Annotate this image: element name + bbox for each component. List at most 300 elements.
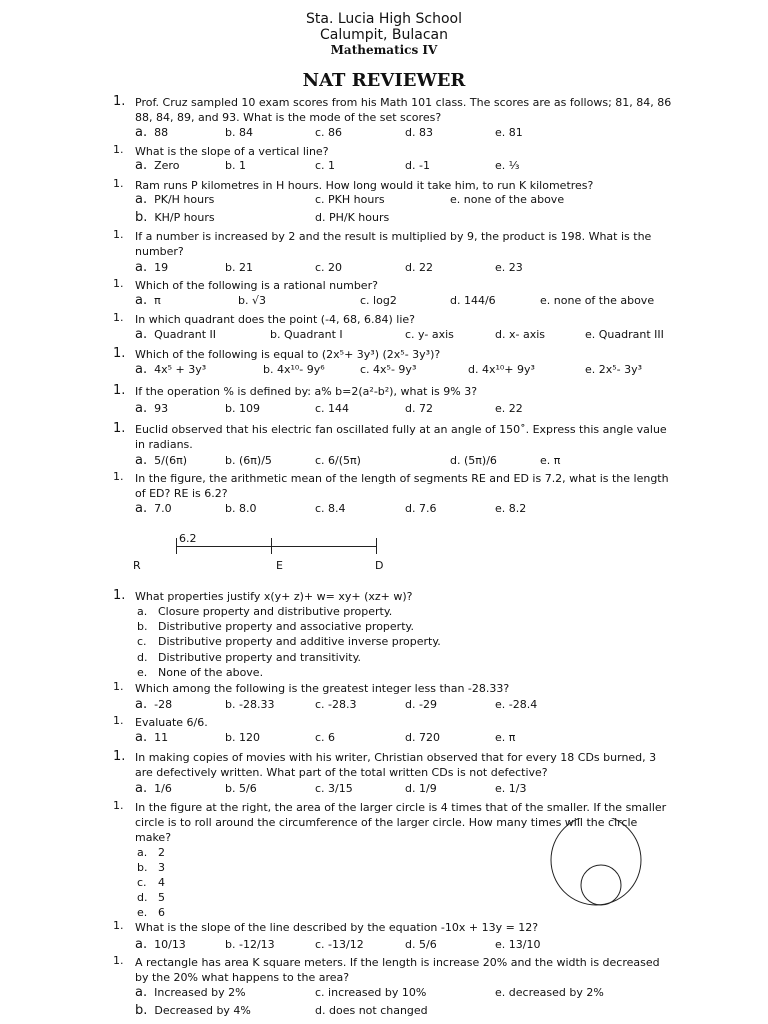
option-text: 21 xyxy=(238,261,253,274)
answer-option xyxy=(405,730,440,746)
question-text: If a number is increased by 2 and the result is multiplied by 9, the product is 198. What is the number? xyxy=(135,230,652,258)
option-text: 4x¹⁰+ 9y³ xyxy=(481,363,535,376)
option-letter: d. xyxy=(405,731,416,744)
answer-option xyxy=(315,260,342,276)
option-text: 1 xyxy=(238,159,246,172)
option-letter: e. xyxy=(450,193,461,206)
answer-option xyxy=(135,327,216,343)
option-text: log2 xyxy=(373,294,397,307)
option-letter: e. xyxy=(137,665,148,679)
answer-option xyxy=(135,293,161,309)
answer-option xyxy=(495,158,519,174)
question-text: A rectangle has area K square meters. If the length is increase 20% and the width is decreased by the 20% what happens to the area? xyxy=(135,956,660,984)
option-letter: e. xyxy=(495,782,506,795)
option-letter: b. xyxy=(225,782,236,795)
option-text: Distributive property and additive inverse property. xyxy=(158,635,441,649)
option-letter: b. xyxy=(135,1003,148,1018)
option-letter: a. xyxy=(135,501,148,516)
answer-option xyxy=(495,125,523,141)
answer-option xyxy=(137,634,441,649)
answer-option xyxy=(315,501,346,517)
answer-option xyxy=(263,362,325,378)
option-text: -13/12 xyxy=(328,938,364,951)
option-letter: a. xyxy=(135,158,148,173)
option-letter: e. xyxy=(495,159,506,172)
option-text: π xyxy=(508,731,516,744)
option-text: 4x¹⁰- 9y⁶ xyxy=(276,363,325,376)
question-number: 1. xyxy=(113,311,124,324)
question-number: 1. xyxy=(113,919,124,932)
option-letter: c. xyxy=(360,294,370,307)
option-letter: b. xyxy=(225,126,236,139)
option-letter: d. xyxy=(315,1004,326,1017)
answer-option xyxy=(135,730,168,746)
answer-option xyxy=(135,362,206,378)
option-text: 5 xyxy=(158,891,165,905)
option-letter: a. xyxy=(135,453,148,468)
question-text: Which of the following is a rational number? xyxy=(135,279,378,292)
answer-option xyxy=(540,293,654,309)
answer-option xyxy=(137,665,263,680)
option-text: 1/9 xyxy=(418,782,437,795)
option-letter: a. xyxy=(137,846,148,859)
length-label: 6.2 xyxy=(179,532,197,545)
option-letter: b. xyxy=(135,210,148,225)
option-letter: b. xyxy=(270,328,281,341)
option-text: decreased by 2% xyxy=(508,986,604,999)
answer-option xyxy=(135,260,168,276)
option-letter: c. xyxy=(315,502,325,515)
answer-option xyxy=(137,875,165,890)
question-text: In the figure, the arithmetic mean of the length of segments RE and ED is 7.2, what is the length of ED? RE is 6.2? xyxy=(135,472,669,500)
option-text: 1/6 xyxy=(154,782,172,795)
school-name: Sta. Lucia High School xyxy=(305,11,462,27)
option-text: 5/(6π) xyxy=(154,454,188,467)
answer-option xyxy=(405,260,433,276)
option-letter: a. xyxy=(135,730,148,745)
answer-option xyxy=(405,937,437,953)
option-text: -28.3 xyxy=(328,698,357,711)
option-text: 13/10 xyxy=(508,938,541,951)
option-text: 88 xyxy=(154,126,169,139)
option-letter: d. xyxy=(405,938,416,951)
option-text: -12/13 xyxy=(238,938,275,951)
option-letter: d. xyxy=(450,294,461,307)
option-letter: e. xyxy=(495,126,506,139)
option-text: 5/6 xyxy=(418,938,437,951)
answer-option xyxy=(137,845,165,860)
tick-d xyxy=(376,538,377,554)
option-text: x- axis xyxy=(508,328,545,341)
option-text: Closure property and distributive property. xyxy=(158,605,393,618)
answer-option xyxy=(135,937,186,953)
answer-option xyxy=(315,401,349,417)
segment-figure xyxy=(0,530,768,575)
answer-option xyxy=(315,937,364,953)
question-text: Euclid observed that his electric fan oscillated fully at an angle of 150˚. Express this angle value in radians. xyxy=(135,423,667,451)
option-text: none of the above xyxy=(553,294,655,307)
answer-option xyxy=(405,125,433,141)
option-letter: b. xyxy=(238,294,249,307)
option-letter: a. xyxy=(135,985,148,1000)
answer-option xyxy=(495,401,523,417)
option-letter: e. xyxy=(137,906,148,920)
point-d-label: D xyxy=(375,559,384,572)
option-text: 4 xyxy=(158,876,165,890)
option-text: 11 xyxy=(154,731,169,744)
option-text: 8.0 xyxy=(238,502,257,515)
option-text: (6π)/5 xyxy=(238,454,272,467)
option-letter: d. xyxy=(405,782,416,795)
answer-option xyxy=(135,985,246,1001)
option-text: PKH hours xyxy=(328,193,385,206)
question-number: 1. xyxy=(113,94,126,109)
question-text: Which of the following is equal to (2x⁵+ 3y³) (2x⁵- 3y³)? xyxy=(135,348,441,361)
answer-option xyxy=(225,697,274,713)
option-letter: e. xyxy=(540,454,551,467)
option-text: 8.4 xyxy=(328,502,346,515)
question-number: 1. xyxy=(113,143,124,156)
answer-option xyxy=(135,125,168,141)
question-text: In making copies of movies with his writer, Christian observed that for every 18 CDs burned, 3 are defectively written. What part of the total written CDs is not defective? xyxy=(135,751,657,779)
option-letter: d. xyxy=(405,261,416,274)
answer-option xyxy=(315,210,389,226)
larger-circle xyxy=(551,818,641,905)
answer-option xyxy=(360,293,397,309)
option-letter: d. xyxy=(315,211,326,224)
answer-option xyxy=(360,362,416,378)
answer-option xyxy=(137,860,165,875)
option-letter: d. xyxy=(405,698,416,711)
option-text: 2 xyxy=(158,846,165,859)
question-text: What is the slope of the line described by the equation -10x + 13y = 12? xyxy=(135,921,539,934)
option-text: (5π)/6 xyxy=(463,454,497,467)
option-letter: a. xyxy=(135,697,148,712)
option-letter: c. xyxy=(315,698,325,711)
question-number: 1. xyxy=(113,714,124,727)
answer-option xyxy=(405,501,436,517)
answer-option xyxy=(495,781,526,797)
option-text: PK/H hours xyxy=(154,193,215,206)
answer-option xyxy=(315,985,426,1001)
option-letter: d. xyxy=(405,402,416,415)
tick-r xyxy=(176,538,177,554)
option-text: 93 xyxy=(154,402,169,415)
question-text: Ram runs P kilometres in H hours. How long would it take him, to run K kilometres? xyxy=(135,179,594,192)
option-text: 8.2 xyxy=(508,502,527,515)
answer-option xyxy=(137,905,165,920)
option-text: 4x⁵ + 3y³ xyxy=(154,363,207,376)
answer-option xyxy=(315,697,357,713)
answer-option xyxy=(225,260,253,276)
option-text: 7.0 xyxy=(154,502,172,515)
answer-option xyxy=(495,327,545,343)
option-letter: c. xyxy=(315,126,325,139)
option-letter: a. xyxy=(137,605,148,618)
option-text: 144 xyxy=(328,402,350,415)
answer-option xyxy=(495,985,604,1001)
option-text: π xyxy=(154,294,161,307)
option-text: 3/15 xyxy=(328,782,353,795)
question-text: If the operation % is defined by: a% b=2(a²-b²), what is 9% 3? xyxy=(135,385,478,398)
answer-option xyxy=(495,730,515,746)
option-text: 22 xyxy=(508,402,523,415)
option-letter: b. xyxy=(225,938,236,951)
question-number: 1. xyxy=(113,177,124,190)
option-text: √3 xyxy=(251,294,266,307)
answer-option xyxy=(225,937,275,953)
option-text: π xyxy=(553,454,561,467)
option-letter: e. xyxy=(540,294,551,307)
option-letter: b. xyxy=(225,698,236,711)
option-letter: c. xyxy=(137,635,147,649)
answer-option xyxy=(137,619,414,634)
option-text: 20 xyxy=(328,261,343,274)
option-letter: d. xyxy=(405,502,416,515)
option-letter: a. xyxy=(135,293,148,308)
option-letter: a. xyxy=(135,125,148,140)
answer-option xyxy=(135,1003,251,1019)
option-letter: c. xyxy=(360,363,370,376)
option-text: 6 xyxy=(328,731,336,744)
question-number: 1. xyxy=(113,277,124,290)
option-text: 86 xyxy=(328,126,343,139)
option-text: -28.33 xyxy=(238,698,275,711)
option-letter: e. xyxy=(495,261,506,274)
option-text: none of the above xyxy=(463,193,565,206)
option-text: Increased by 2% xyxy=(154,986,246,999)
option-text: Distributive property and associative property. xyxy=(158,620,414,634)
answer-option xyxy=(450,453,497,469)
option-text: 5/6 xyxy=(238,782,257,795)
question-number: 1. xyxy=(113,383,126,398)
option-text: Decreased by 4% xyxy=(154,1004,251,1017)
option-text: 19 xyxy=(154,261,169,274)
question-number: 1. xyxy=(113,799,124,812)
answer-option xyxy=(495,937,540,953)
question-number: 1. xyxy=(113,680,124,693)
answer-option xyxy=(315,781,353,797)
option-text: 120 xyxy=(238,731,260,744)
option-text: -29 xyxy=(418,698,437,711)
answer-option xyxy=(225,453,272,469)
option-letter: b. xyxy=(225,502,236,515)
option-text: 72 xyxy=(418,402,433,415)
option-text: None of the above. xyxy=(158,665,264,679)
answer-option xyxy=(585,362,642,378)
option-letter: e. xyxy=(585,328,596,341)
option-letter: c. xyxy=(315,938,325,951)
option-letter: d. xyxy=(450,454,461,467)
option-letter: b. xyxy=(225,402,236,415)
question-text: What properties justify x(y+ z)+ w= xy+ (xz+ w)? xyxy=(135,590,413,603)
option-letter: a. xyxy=(135,781,148,796)
answer-option xyxy=(540,453,560,469)
answer-option xyxy=(137,604,392,619)
option-letter: d. xyxy=(137,650,148,664)
option-letter: b. xyxy=(225,261,236,274)
option-letter: d. xyxy=(495,328,506,341)
option-text: 81 xyxy=(508,126,523,139)
option-letter: a. xyxy=(135,327,148,342)
option-letter: c. xyxy=(315,782,325,795)
answer-option xyxy=(315,192,385,208)
question-number: 1. xyxy=(113,228,124,241)
option-letter: b. xyxy=(225,731,236,744)
option-letter: e. xyxy=(495,938,506,951)
option-letter: d. xyxy=(137,891,148,905)
option-letter: d. xyxy=(405,159,416,172)
option-text: 6 xyxy=(158,906,165,920)
option-text: 1/3 xyxy=(508,782,527,795)
answer-option xyxy=(315,453,361,469)
answer-option xyxy=(450,192,564,208)
option-text: 84 xyxy=(238,126,253,139)
answer-option xyxy=(135,453,187,469)
option-text: ⅓ xyxy=(508,159,520,172)
answer-option xyxy=(225,401,260,417)
answer-option xyxy=(495,697,537,713)
option-text: Quadrant II xyxy=(154,328,216,341)
option-letter: a. xyxy=(135,192,148,207)
option-letter: d. xyxy=(468,363,479,376)
answer-option xyxy=(315,1003,428,1019)
answer-option xyxy=(137,890,165,905)
option-text: 144/6 xyxy=(463,294,496,307)
option-letter: e. xyxy=(495,502,506,515)
option-text: Distributive property and transitivity. xyxy=(158,650,362,664)
option-letter: b. xyxy=(137,620,148,634)
option-text: 720 xyxy=(418,731,440,744)
tick-e xyxy=(271,538,272,554)
option-letter: c. xyxy=(315,193,325,206)
option-text: Zero xyxy=(154,159,180,172)
answer-option xyxy=(225,158,246,174)
option-text: Quadrant III xyxy=(598,328,664,341)
option-letter: b. xyxy=(263,363,274,376)
question-number: 1. xyxy=(113,749,126,764)
school-location: Calumpit, Bulacan xyxy=(319,27,449,43)
option-letter: c. xyxy=(315,402,325,415)
question-text: In which quadrant does the point (-4, 68, 6.84) lie? xyxy=(135,313,416,326)
option-letter: c. xyxy=(137,876,147,890)
option-letter: a. xyxy=(135,937,148,952)
option-text: 10/13 xyxy=(154,938,186,951)
answer-option xyxy=(450,293,496,309)
option-text: does not changed xyxy=(328,1004,428,1017)
answer-option xyxy=(405,401,433,417)
question-text: Prof. Cruz sampled 10 exam scores from his Math 101 class. The scores are as follows; 81, 84, 86 88, 84, 89, and 93. What is the mode of the set scores? xyxy=(135,96,672,124)
answer-option xyxy=(270,327,343,343)
option-letter: e. xyxy=(585,363,596,376)
option-text: 22 xyxy=(418,261,433,274)
option-text: PH/K hours xyxy=(328,211,390,224)
answer-option xyxy=(135,781,172,797)
option-text: KH/P hours xyxy=(154,211,215,224)
answer-option xyxy=(405,327,454,343)
option-letter: e. xyxy=(495,731,506,744)
option-letter: e. xyxy=(495,402,506,415)
option-letter: c. xyxy=(315,261,325,274)
question-number: 1. xyxy=(113,954,124,967)
option-text: 109 xyxy=(238,402,260,415)
answer-option xyxy=(225,501,256,517)
option-letter: b. xyxy=(225,159,236,172)
option-text: 1 xyxy=(328,159,336,172)
option-letter: c. xyxy=(315,454,325,467)
answer-option xyxy=(495,260,523,276)
answer-option xyxy=(225,125,253,141)
answer-option xyxy=(315,730,335,746)
circles-figure xyxy=(548,818,644,912)
answer-option xyxy=(225,781,257,797)
answer-option xyxy=(135,401,168,417)
point-e-label: E xyxy=(276,559,283,572)
option-text: -1 xyxy=(418,159,430,172)
answer-option xyxy=(135,192,214,208)
answer-option xyxy=(495,501,526,517)
option-text: 83 xyxy=(418,126,433,139)
option-text: 6/(5π) xyxy=(328,454,361,467)
option-text: y- axis xyxy=(418,328,454,341)
question-text: What is the slope of a vertical line? xyxy=(135,145,329,158)
option-letter: e. xyxy=(495,986,506,999)
option-letter: c. xyxy=(315,159,325,172)
option-letter: a. xyxy=(135,362,148,377)
option-letter: c. xyxy=(405,328,415,341)
answer-option xyxy=(405,781,437,797)
option-text: Quadrant I xyxy=(283,328,343,341)
option-letter: e. xyxy=(495,698,506,711)
answer-option xyxy=(137,650,361,665)
option-letter: b. xyxy=(225,454,236,467)
answer-option xyxy=(225,730,260,746)
point-r-label: R xyxy=(133,559,141,572)
answer-option xyxy=(238,293,266,309)
option-letter: c. xyxy=(315,731,325,744)
option-text: 7.6 xyxy=(418,502,437,515)
page-title: NAT REVIEWER xyxy=(302,70,466,91)
question-text: In the figure at the right, the area of the larger circle is 4 times that of the smaller. If the smaller circle is to roll around the circumference of the larger circle. How many times will the circle make? xyxy=(135,801,667,844)
option-letter: a. xyxy=(135,401,148,416)
option-letter: b. xyxy=(137,861,148,875)
option-text: -28.4 xyxy=(508,698,538,711)
answer-option xyxy=(405,697,437,713)
option-text: 23 xyxy=(508,261,523,274)
question-text: Which among the following is the greatest integer less than -28.33? xyxy=(135,682,510,695)
question-number: 1. xyxy=(113,470,124,483)
answer-option xyxy=(405,158,430,174)
option-letter: a. xyxy=(135,260,148,275)
question-number: 1. xyxy=(113,588,126,603)
question-text: Evaluate 6/6. xyxy=(135,716,208,729)
answer-option xyxy=(135,501,172,517)
answer-option xyxy=(468,362,535,378)
option-text: 2x⁵- 3y³ xyxy=(598,363,643,376)
subject-title: Mathematics IV xyxy=(330,43,438,57)
option-text: 4x⁵- 9y³ xyxy=(373,363,417,376)
segment-line xyxy=(176,546,376,547)
question-number: 1. xyxy=(113,421,126,436)
answer-option xyxy=(135,210,215,226)
answer-option xyxy=(585,327,664,343)
answer-option xyxy=(315,125,342,141)
answer-option xyxy=(135,158,179,174)
smaller-circle xyxy=(581,865,621,905)
answer-option xyxy=(315,158,335,174)
option-letter: c. xyxy=(315,986,325,999)
question-number: 1. xyxy=(113,346,126,361)
